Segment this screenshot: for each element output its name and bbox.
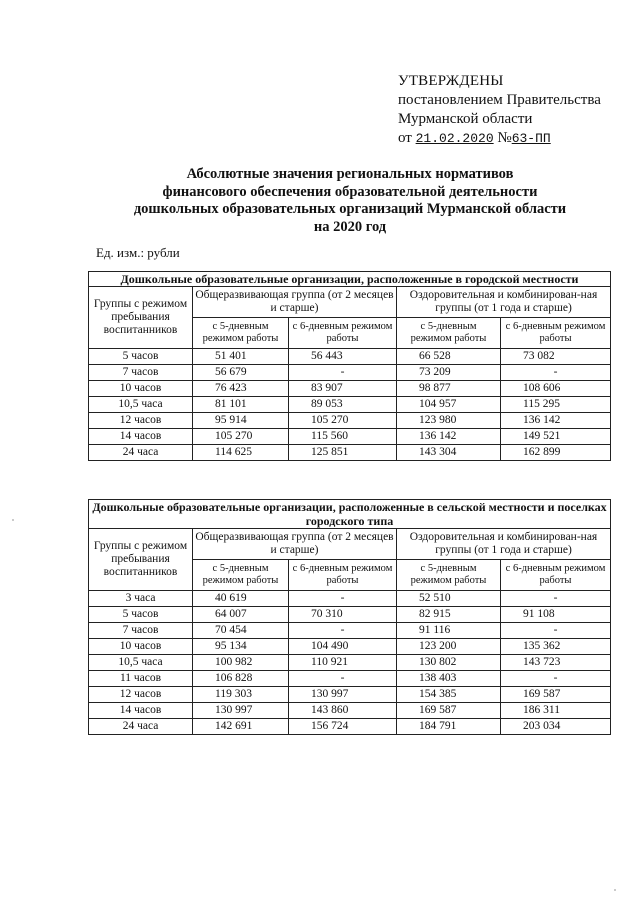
value-cell: 105 270 — [193, 429, 289, 445]
value-cell: 156 724 — [289, 719, 397, 735]
value-cell: 154 385 — [397, 687, 501, 703]
approval-number: 63-ПП — [511, 131, 551, 146]
table-row — [89, 607, 611, 623]
value-cell: 76 423 — [193, 381, 289, 397]
six-day-header: с 6-дневным режимом работы — [501, 318, 611, 349]
value-cell: 104 957 — [397, 397, 501, 413]
value-cell: - — [289, 623, 397, 639]
value-cell: 142 691 — [193, 719, 289, 735]
value-cell: - — [289, 671, 397, 687]
value-cell: 106 828 — [193, 671, 289, 687]
table-row — [89, 445, 611, 461]
value-cell: 73 209 — [397, 365, 501, 381]
value-cell: 104 490 — [289, 639, 397, 655]
value-cell: 130 997 — [193, 703, 289, 719]
value-cell: 70 454 — [193, 623, 289, 639]
value-cell: 56 679 — [193, 365, 289, 381]
groups-header: Группы с режимом пребывания воспитанников — [89, 287, 193, 349]
row-label: 24 часа — [89, 445, 193, 461]
value-cell: 73 082 — [501, 349, 611, 365]
table-row — [89, 365, 611, 381]
rural-norms-table — [88, 499, 611, 735]
value-cell: 82 915 — [397, 607, 501, 623]
row-label: 10 часов — [89, 381, 193, 397]
groups-header: Группы с режимом пребывания воспитанников — [89, 529, 193, 591]
six-day-header: с 6-дневным режимом работы — [501, 560, 611, 591]
value-cell: 162 899 — [501, 445, 611, 461]
value-cell: 136 142 — [501, 413, 611, 429]
row-label: 3 часа — [89, 591, 193, 607]
value-cell: 105 270 — [289, 413, 397, 429]
row-label: 12 часов — [89, 687, 193, 703]
heading-line-3: дошкольных образовательных организаций Мурманской области — [133, 201, 567, 217]
table-row — [89, 413, 611, 429]
value-cell: 143 304 — [397, 445, 501, 461]
five-day-header: с 5-дневным режимом работы — [397, 318, 501, 349]
number-prefix: № — [497, 130, 512, 146]
table-row — [89, 687, 611, 703]
general-group-header: Общеразвивающая группа (от 2 месяцев и старше) — [193, 287, 397, 318]
value-cell: - — [289, 365, 397, 381]
table-row — [89, 719, 611, 735]
value-cell: 91 116 — [397, 623, 501, 639]
value-cell: 130 997 — [289, 687, 397, 703]
six-day-header: с 6-дневным режимом работы — [289, 318, 397, 349]
value-cell: 119 303 — [193, 687, 289, 703]
value-cell: 138 403 — [397, 671, 501, 687]
table-row — [89, 655, 611, 671]
approval-date: 21.02.2020 — [415, 131, 494, 146]
health-group-header: Оздоровительная и комбинирован-ная группы (от 1 года и старше) — [397, 287, 611, 318]
row-label: 11 часов — [89, 671, 193, 687]
value-cell: 115 560 — [289, 429, 397, 445]
value-cell: 184 791 — [397, 719, 501, 735]
general-group-header: Общеразвивающая группа (от 2 месяцев и старше) — [193, 529, 397, 560]
value-cell: 108 606 — [501, 381, 611, 397]
value-cell: 95 134 — [193, 639, 289, 655]
row-label: 10 часов — [89, 639, 193, 655]
value-cell: - — [501, 623, 611, 639]
value-cell: 114 625 — [193, 445, 289, 461]
rural-section-title: Дошкольные образовательные организации, расположенные в сельской местности и поселках городского типа — [89, 500, 611, 529]
value-cell: - — [501, 671, 611, 687]
row-label: 7 часов — [89, 623, 193, 639]
value-cell: 130 802 — [397, 655, 501, 671]
urban-section-title: Дошкольные образовательные организации, расположенные в городской местности — [89, 272, 611, 287]
value-cell: 125 851 — [289, 445, 397, 461]
value-cell: 56 443 — [289, 349, 397, 365]
row-label: 5 часов — [89, 349, 193, 365]
value-cell: 89 053 — [289, 397, 397, 413]
value-cell: 98 877 — [397, 381, 501, 397]
value-cell: - — [501, 591, 611, 607]
heading-line-2: финансового обеспечения образовательной деятельности — [162, 183, 538, 200]
table-row — [89, 639, 611, 655]
value-cell: 149 521 — [501, 429, 611, 445]
value-cell: 100 982 — [193, 655, 289, 671]
units-label: Ед. изм.: рубли — [96, 245, 180, 260]
table-row — [89, 623, 611, 639]
scan-speck — [614, 889, 616, 891]
row-label: 12 часов — [89, 413, 193, 429]
value-cell: 64 007 — [193, 607, 289, 623]
row-label: 24 часа — [89, 719, 193, 735]
value-cell: 186 311 — [501, 703, 611, 719]
value-cell: 91 108 — [501, 607, 611, 623]
table-row — [89, 591, 611, 607]
table-row — [89, 703, 611, 719]
value-cell: 66 528 — [397, 349, 501, 365]
table-row — [89, 671, 611, 687]
heading-line-1: Абсолютные значения региональных нормативов — [186, 166, 514, 182]
five-day-header: с 5-дневным режимом работы — [193, 318, 289, 349]
row-label: 10,5 часа — [89, 655, 193, 671]
urban-norms-table — [88, 271, 611, 461]
value-cell: 115 295 — [501, 397, 611, 413]
value-cell: 135 362 — [501, 639, 611, 655]
table-row — [89, 397, 611, 413]
value-cell: - — [501, 365, 611, 381]
value-cell: 40 619 — [193, 591, 289, 607]
value-cell: 110 921 — [289, 655, 397, 671]
row-label: 14 часов — [89, 429, 193, 445]
value-cell: 123 980 — [397, 413, 501, 429]
value-cell: 70 310 — [289, 607, 397, 623]
health-group-header: Оздоровительная и комбинирован-ная группы (от 1 года и старше) — [397, 529, 611, 560]
value-cell: 143 860 — [289, 703, 397, 719]
table-row — [89, 349, 611, 365]
value-cell: 81 101 — [193, 397, 289, 413]
row-label: 14 часов — [89, 703, 193, 719]
value-cell: 95 914 — [193, 413, 289, 429]
row-label: 10,5 часа — [89, 397, 193, 413]
value-cell: 169 587 — [397, 703, 501, 719]
approval-line-1: постановлением Правительства — [398, 92, 601, 108]
six-day-header: с 6-дневным режимом работы — [289, 560, 397, 591]
value-cell: - — [289, 591, 397, 607]
value-cell: 169 587 — [501, 687, 611, 703]
approval-date-line — [398, 129, 601, 148]
five-day-header: с 5-дневным режимом работы — [193, 560, 289, 591]
approval-block — [398, 72, 601, 148]
scan-speck — [12, 519, 14, 521]
value-cell: 52 510 — [397, 591, 501, 607]
approval-line-2: Мурманской области — [398, 111, 533, 127]
document-heading — [70, 166, 630, 236]
row-label: 7 часов — [89, 365, 193, 381]
table-row — [89, 429, 611, 445]
value-cell: 83 907 — [289, 381, 397, 397]
five-day-header: с 5-дневным режимом работы — [397, 560, 501, 591]
table-row — [89, 381, 611, 397]
approval-title: УТВЕРЖДЕНЫ — [398, 73, 504, 89]
value-cell: 136 142 — [397, 429, 501, 445]
value-cell: 143 723 — [501, 655, 611, 671]
value-cell: 51 401 — [193, 349, 289, 365]
heading-line-4: на 2020 год — [313, 218, 387, 235]
value-cell: 203 034 — [501, 719, 611, 735]
value-cell: 123 200 — [397, 639, 501, 655]
date-prefix: от — [398, 130, 412, 146]
row-label: 5 часов — [89, 607, 193, 623]
